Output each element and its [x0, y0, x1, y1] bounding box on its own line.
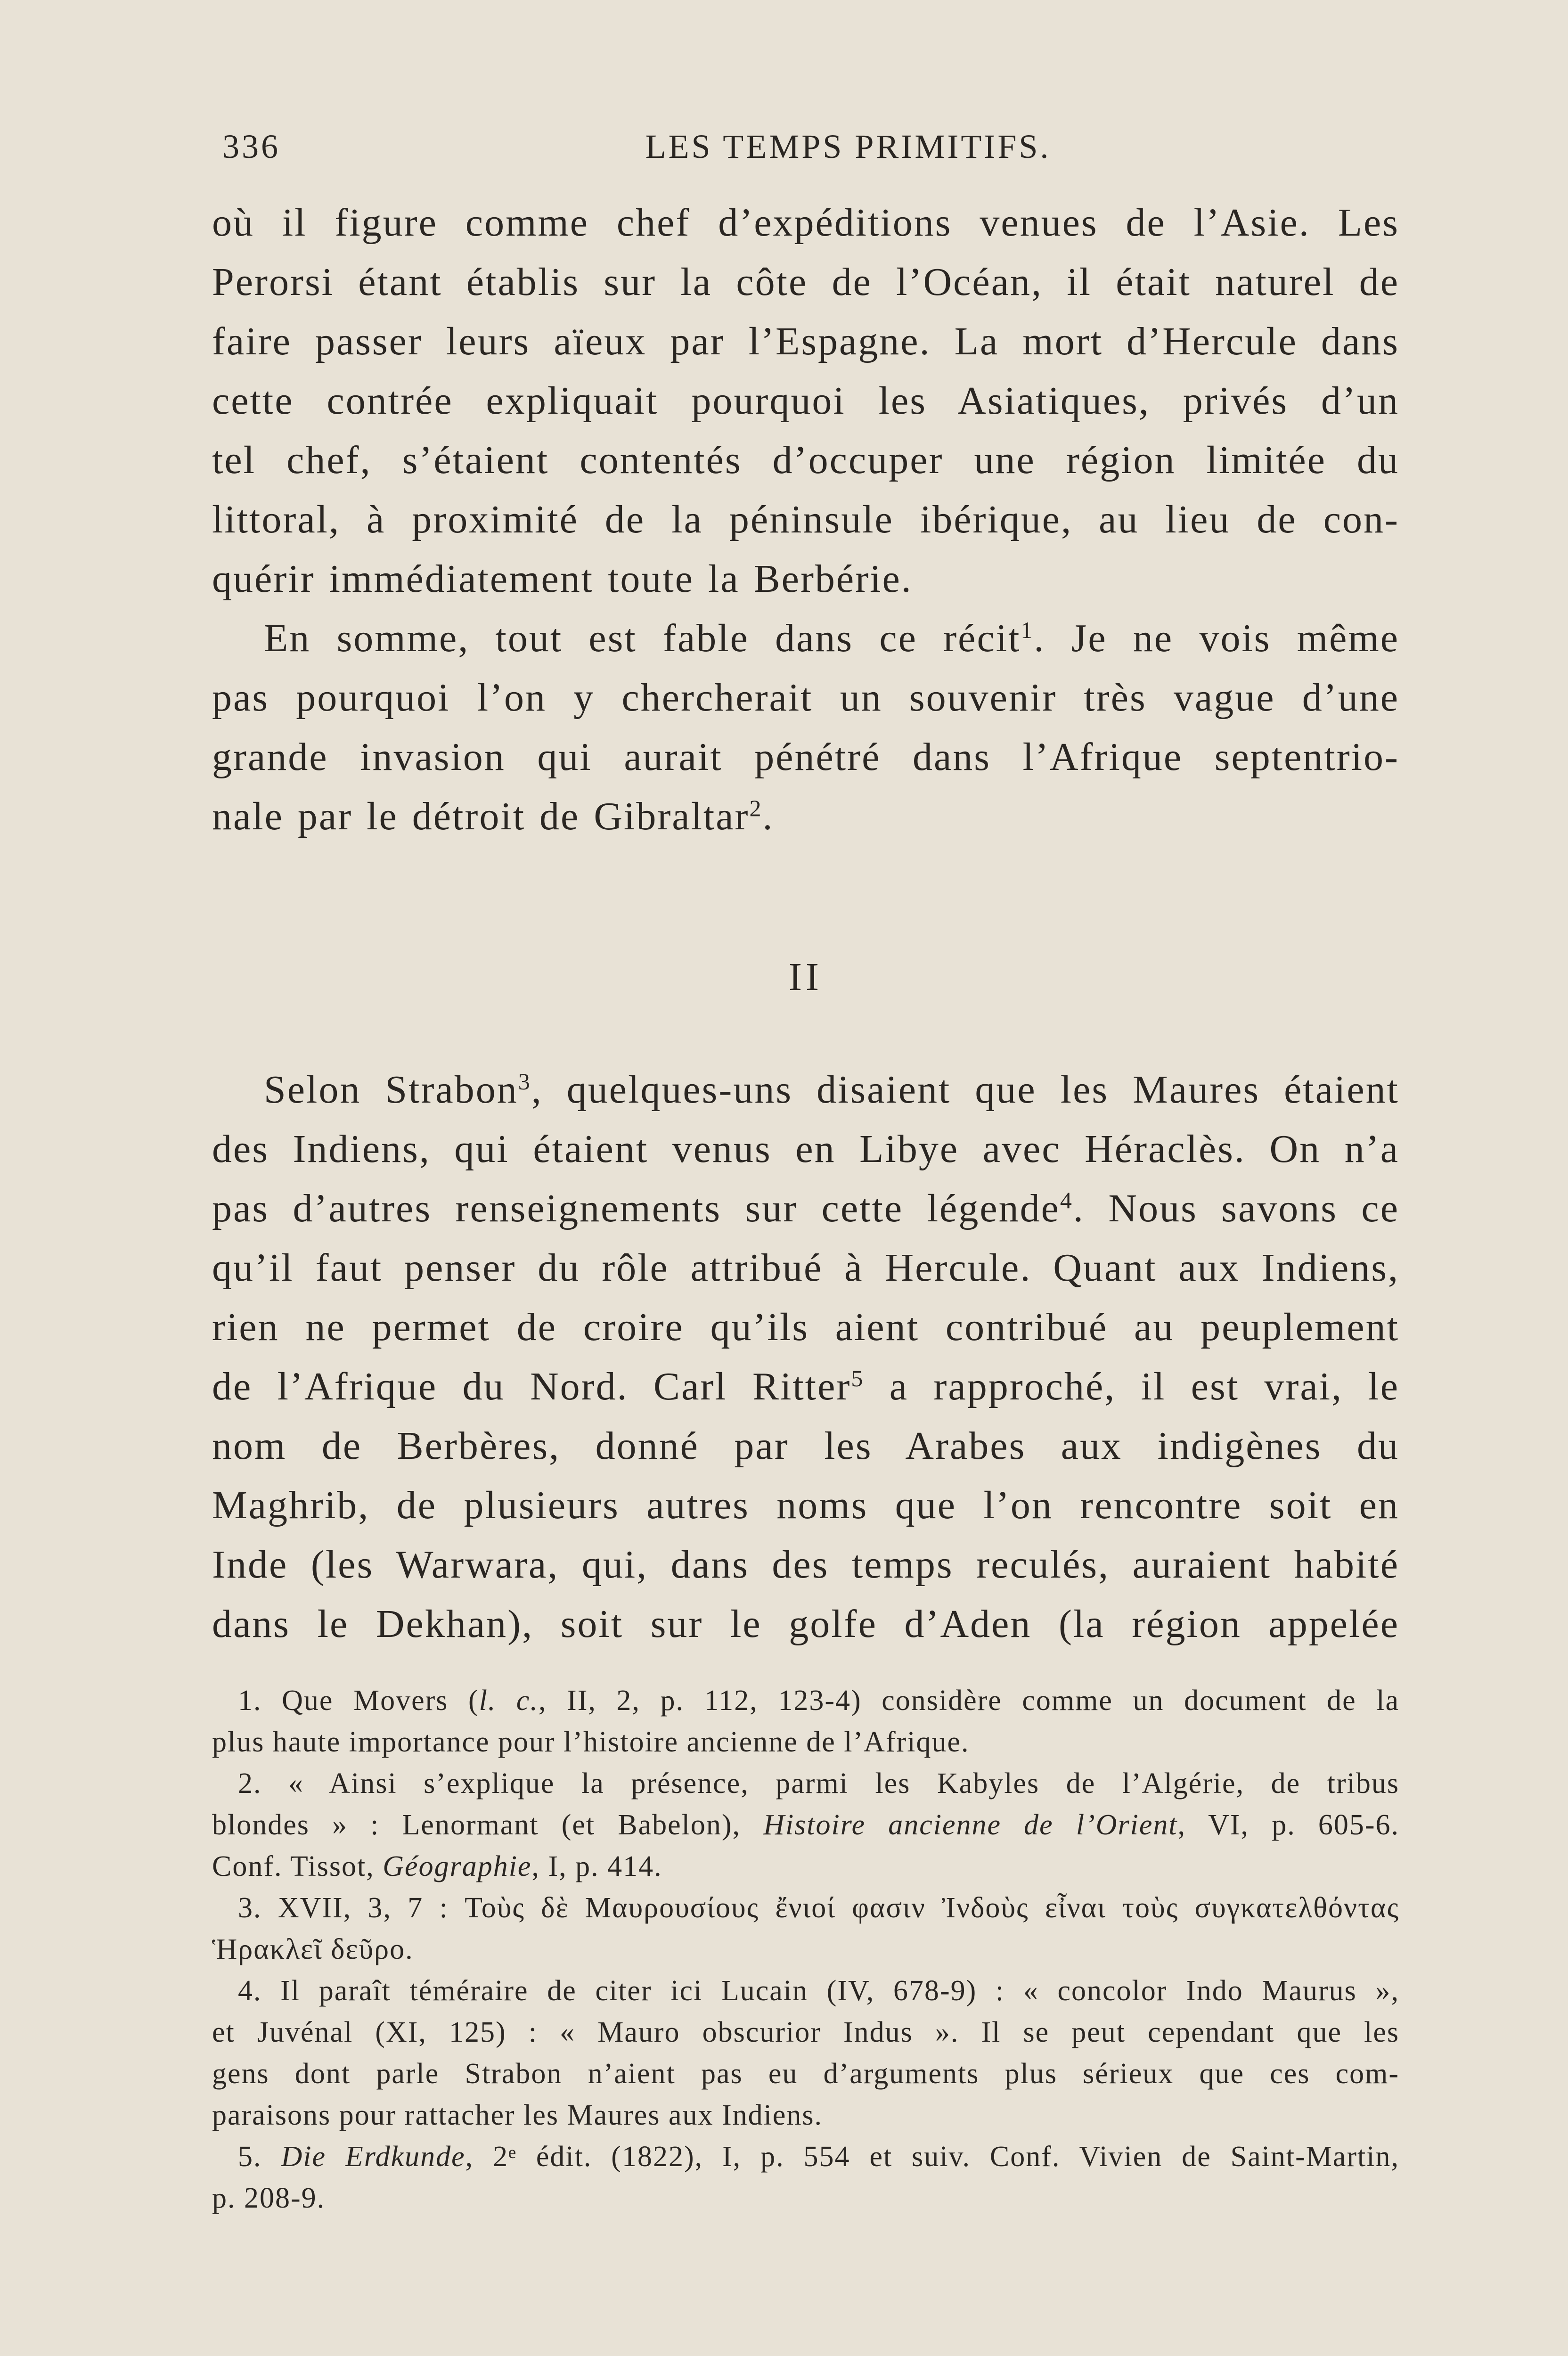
text-line: Perorsi étant établis sur la côte de l’Océan, il était naturel de — [212, 260, 1399, 304]
footnote-line: p. 208-9. — [212, 2182, 326, 2214]
text-line: littoral, à proximité de la péninsule ibérique, au lieu de con- — [212, 498, 1399, 541]
text-line: Maghrib, de plusieurs autres noms que l’on rencontre soit en — [212, 1483, 1399, 1527]
footnote-ref-4[interactable]: 4 — [1060, 1187, 1073, 1213]
footnote-line: et Juvénal (XI, 125) : « Mauro obscurior Indus ». Il se peut cependant que les — [212, 2016, 1399, 2048]
text-run-italic: Histoire ancienne de l’Orient — [763, 1809, 1178, 1841]
text-line: quérir immédiatement toute la Berbérie. — [212, 557, 913, 601]
text-run: Selon Strabon — [264, 1068, 518, 1112]
paragraph-continuation — [212, 193, 1399, 846]
text-line — [212, 1357, 1399, 1416]
footnote-4: 4. Il paraît téméraire de citer ici Lucain (IV, 678-9) : « concolor Indo Maurus », — [238, 1975, 1399, 2007]
text-run: , quelques-uns disaient que les Maures étaient — [531, 1068, 1399, 1112]
text-run: , I, p. 414. — [531, 1850, 662, 1882]
footnote-ref-5[interactable]: 5 — [851, 1365, 865, 1391]
footnote-1 — [212, 1680, 1399, 1721]
text-run-italic: Die Erdkunde — [281, 2141, 466, 2173]
footnote-ref-3[interactable]: 3 — [518, 1068, 531, 1095]
text-run: 1. Que Movers ( — [238, 1685, 479, 1717]
footnote-line: gens dont parle Strabon n’aient pas eu d’arguments plus sérieux que ces com- — [212, 2058, 1399, 2090]
footnote-line: paraisons pour rattacher les Maures aux Indiens. — [212, 2099, 823, 2131]
text-line: faire passer leurs aïeux par l’Espagne. La mort d’Hercule dans — [212, 319, 1399, 363]
text-run: . Je ne vois même — [1034, 616, 1399, 660]
footnote-ref-2[interactable]: 2 — [749, 795, 763, 821]
footnote-line: plus haute importance pour l’histoire ancienne de l’Afrique. — [212, 1726, 970, 1758]
text-run: En somme, tout est fable dans ce récit — [264, 616, 1021, 660]
footnote-line — [212, 1804, 1399, 1846]
running-title: LES TEMPS PRIMITIFS. — [645, 128, 1051, 165]
text-run: a rapproché, il est vrai, le — [864, 1365, 1400, 1408]
text-line — [212, 1060, 1399, 1120]
text-line: cette contrée expliquait pourquoi les Asiatiques, privés d’un — [212, 379, 1399, 423]
page-number: 336 — [222, 128, 280, 165]
footnote-2: 2. « Ainsi s’explique la présence, parmi les Kabyles de l’Algérie, de tribus — [238, 1767, 1399, 1800]
text-line: où il figure comme chef d’expéditions venues de l’Asie. Les — [212, 201, 1399, 245]
text-line — [212, 1179, 1399, 1238]
text-line — [212, 609, 1399, 668]
text-run: , 2ᵉ édit. (1822), I, p. 554 et suiv. Conf. Vivien de Saint-Martin, — [465, 2141, 1399, 2173]
footnote-line: Ἡρακλεῖ δεῦρο. — [212, 1933, 414, 1965]
running-head — [212, 127, 1399, 170]
text-line: tel chef, s’étaient contentés d’occuper une région limitée du — [212, 438, 1399, 482]
text-run: Conf. Tissot, — [212, 1850, 383, 1882]
footnote-3: 3. XVII, 3, 7 : Τοὺς δὲ Μαυρουσίους ἔνιοί φασιν Ἰνδοὺς εἶναι τοὺς συγκατελθόντας — [238, 1892, 1399, 1924]
text-run: , II, 2, p. 112, 123-4) considère comme un document de la — [538, 1685, 1399, 1717]
text-line — [212, 787, 1399, 846]
text-line: nom de Berbères, donné par les Arabes aux indigènes du — [212, 1424, 1399, 1468]
footnote-ref-1[interactable]: 1 — [1021, 617, 1034, 643]
paragraph-section-ii — [212, 1060, 1399, 1654]
text-line: dans le Dekhan), soit sur le golfe d’Aden (la région appelée — [212, 1602, 1399, 1646]
text-run-italic: l. c. — [479, 1685, 539, 1717]
text-line: Inde (les Warwara, qui, dans des temps reculés, auraient habité — [212, 1543, 1399, 1587]
footnote-line — [212, 1846, 1399, 1887]
text-run: de l’Afrique du Nord. Carl Ritter — [212, 1365, 851, 1408]
text-run: . — [762, 794, 774, 838]
text-line: qu’il faut penser du rôle attribué à Hercule. Quant aux Indiens, — [212, 1246, 1399, 1290]
text-line: pas pourquoi l’on y chercherait un souvenir très vague d’une — [212, 676, 1399, 720]
section-heading: II — [789, 955, 823, 999]
text-run: pas d’autres renseignements sur cette légende — [212, 1186, 1060, 1230]
footnote-5 — [212, 2136, 1399, 2177]
text-run: , VI, p. 605-6. — [1177, 1809, 1399, 1841]
footnotes — [212, 1680, 1399, 2219]
text-run: 5. — [238, 2141, 281, 2173]
text-line: des Indiens, qui étaient venus en Libye avec Héraclès. On n’a — [212, 1127, 1399, 1171]
text-line: rien ne permet de croire qu’ils aient contribué au peuplement — [212, 1305, 1399, 1349]
text-run: . Nous savons ce — [1073, 1186, 1399, 1230]
text-run: nale par le détroit de Gibraltar — [212, 794, 750, 838]
text-line: grande invasion qui aurait pénétré dans l’Afrique septentrio- — [212, 735, 1399, 779]
text-run: blondes » : Lenormant (et Babelon), — [212, 1809, 764, 1841]
text-run-italic: Géographie — [383, 1850, 532, 1882]
